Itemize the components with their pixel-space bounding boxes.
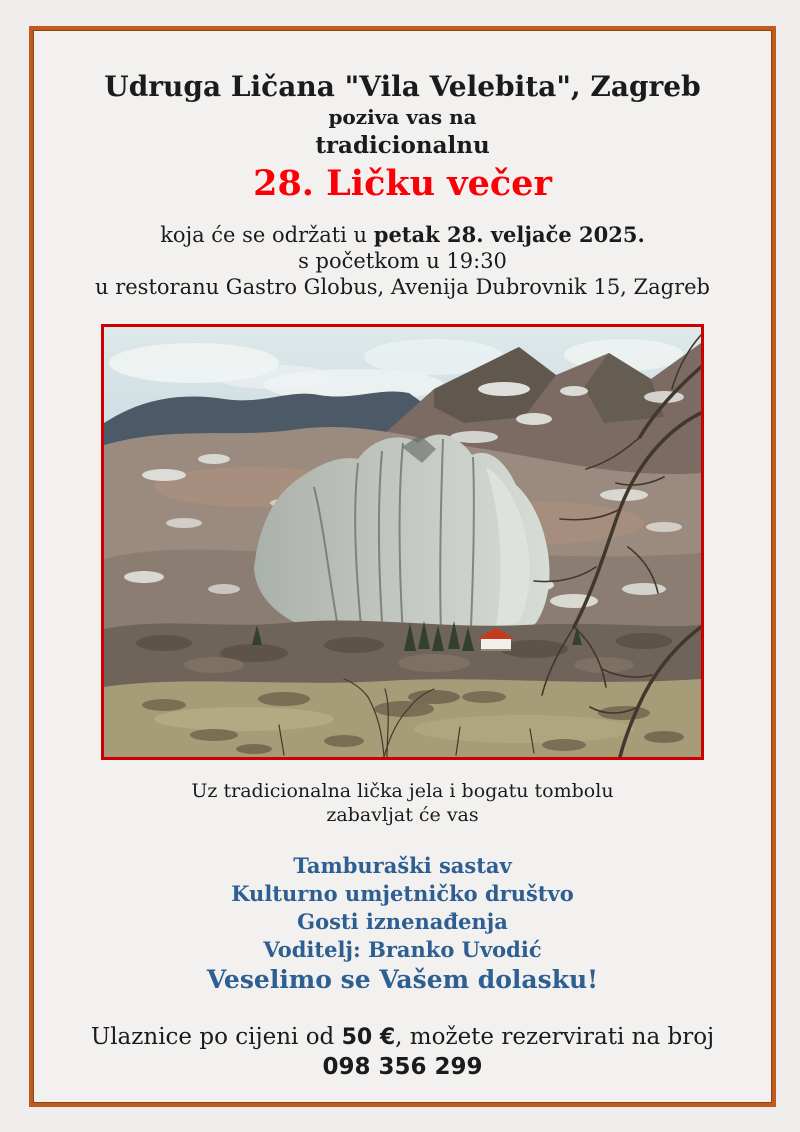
event-date-line bbox=[33, 222, 772, 248]
mountain-landscape-illustration bbox=[104, 327, 701, 757]
flyer-header bbox=[33, 70, 772, 206]
event-venue-line: u restoranu Gastro Globus, Avenija Dubrovnik 15, Zagreb bbox=[95, 275, 710, 299]
program-closing: Veselimo se Vašem dolasku! bbox=[206, 965, 599, 994]
program-item-gosti: Gosti iznenađenja bbox=[297, 909, 508, 934]
tradition-line: tradicionalnu bbox=[315, 132, 490, 159]
program-item-voditelj: Voditelj: Branko Uvodić bbox=[263, 937, 542, 962]
event-title: 28. Ličku večer bbox=[253, 163, 552, 204]
event-details bbox=[33, 222, 772, 300]
ticket-price-prefix: Ulaznice po cijeni od bbox=[90, 1024, 342, 1050]
grass-foreground bbox=[104, 679, 701, 757]
ticket-price-suffix: , možete rezervirati na broj bbox=[395, 1024, 715, 1050]
scrub-band bbox=[104, 620, 701, 689]
program-item-tamburasi: Tamburaški sastav bbox=[293, 853, 512, 878]
ticket-price: 50 € bbox=[341, 1025, 396, 1050]
reservation-phone-number: 098 356 299 bbox=[322, 1054, 483, 1080]
intro-line1: Uz tradicionalna lička jela i bogatu tombolu bbox=[191, 780, 614, 802]
flyer-frame bbox=[29, 26, 776, 1107]
event-photo bbox=[101, 324, 704, 760]
ticket-price-line bbox=[33, 1023, 772, 1052]
intro-text bbox=[33, 779, 772, 827]
intro-line2: zabavljat će vas bbox=[326, 804, 479, 826]
ticket-info bbox=[33, 1023, 772, 1082]
event-date-prefix: koja će se održati u bbox=[160, 223, 374, 247]
program-list bbox=[33, 852, 772, 996]
program-item-kud: Kulturno umjetničko društvo bbox=[231, 881, 574, 906]
event-date: petak 28. veljače 2025. bbox=[373, 222, 645, 247]
invitation-line: poziva vas na bbox=[328, 105, 477, 129]
event-time-line: s početkom u 19:30 bbox=[298, 249, 507, 273]
organization-name: Udruga Ličana "Vila Velebita", Zagreb bbox=[104, 70, 701, 103]
